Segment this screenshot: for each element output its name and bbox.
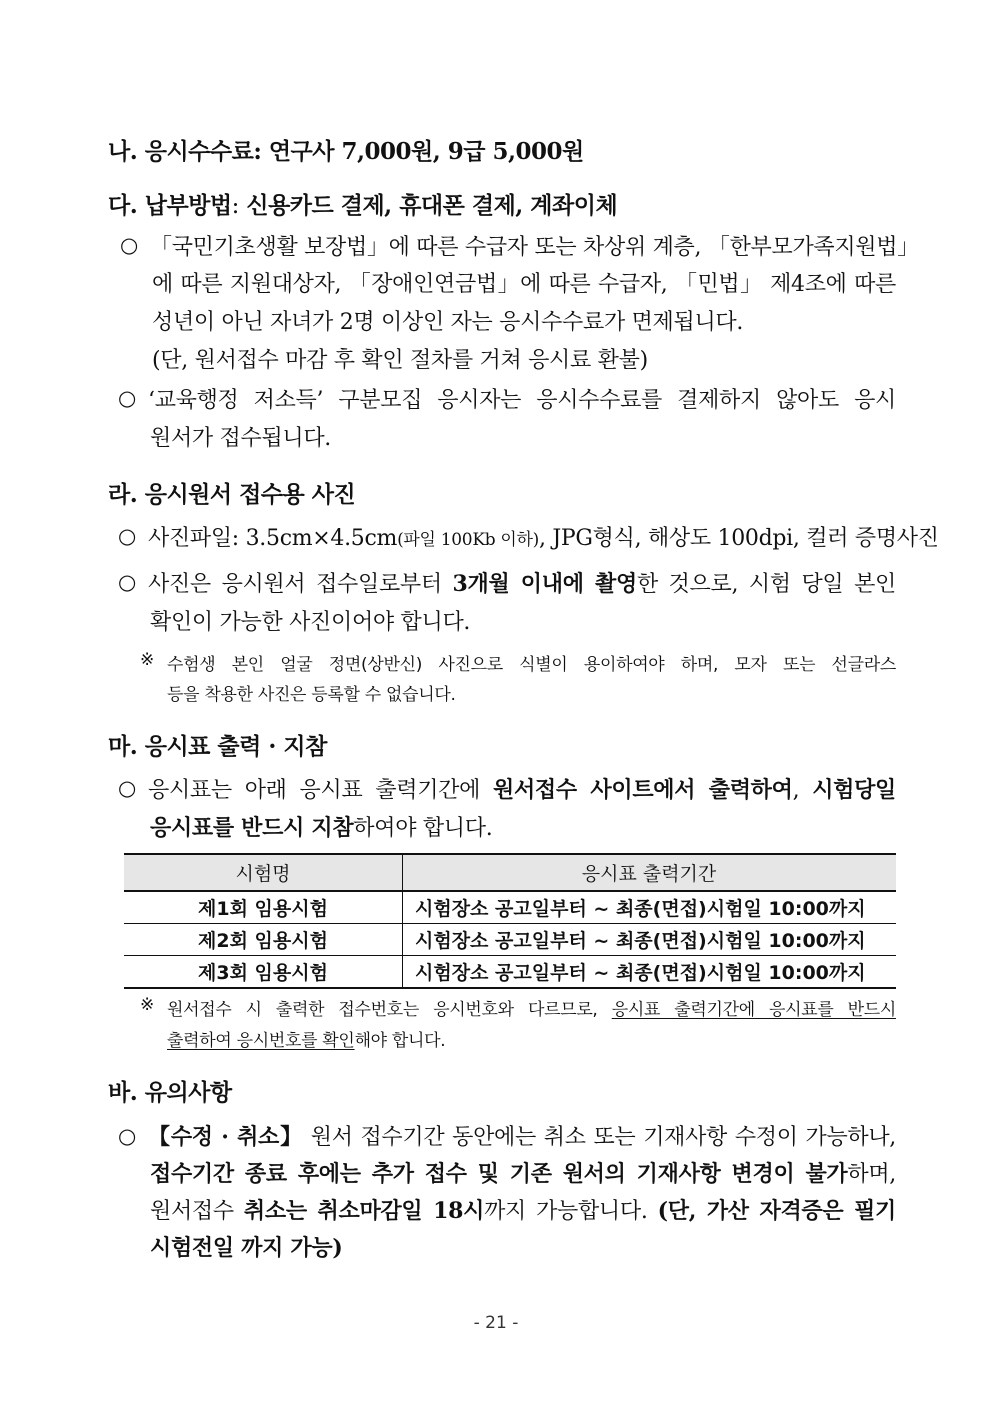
heading-text: 연구사 7,000원, 9급 5,000원 — [261, 138, 584, 165]
table-cell-exam: 제1회 임용시험 — [124, 891, 403, 924]
section-heading-admission-ticket — [108, 728, 327, 761]
photo-spec-b: , JPG형식, 해상도 100dpi, 컬러 증명사진 — [538, 526, 939, 551]
ticket-line-1 — [148, 773, 896, 804]
table-header-row — [124, 854, 896, 891]
table-row — [124, 891, 896, 924]
bullet-circle: ○ — [118, 776, 137, 800]
exemption-line-2: 에 따른 지원대상자, 「장애인연금법」에 따른 수급자, 「민법」 제4조에 따른 — [152, 272, 896, 297]
photo-date-b: 한 것으로, 시험 당일 본인 — [636, 572, 896, 597]
bullet-circle: ○ — [120, 233, 139, 257]
table-cell-period: 시험장소 공고일부터 ~ 최종(면접)시험일 10:00까지 — [403, 924, 897, 956]
precaution-line-1 — [148, 1120, 896, 1151]
section-heading-photo — [108, 476, 355, 509]
photo-spec-a: 사진파일: 3.5cm×4.5cm — [148, 526, 398, 551]
precaution-line-3 — [150, 1194, 896, 1225]
heading-colon: : — [231, 193, 239, 219]
table-header-exam: 시험명 — [124, 854, 403, 891]
ticket-note-rest: 해야 합니다. — [354, 1031, 446, 1051]
bullet-circle: ○ — [118, 570, 137, 594]
precaution-bold-4: 시험전일 까지 가능) — [150, 1235, 343, 1261]
ticket-bold-1: 원서접수 사이트에서 출력하여 — [493, 777, 793, 803]
table-cell-exam: 제3회 임용시험 — [124, 956, 403, 989]
precaution-rest-1: 원서 접수기간 동안에는 취소 또는 기재사항 수정이 가능하나, — [302, 1125, 896, 1150]
note-mark: ※ — [140, 995, 154, 1015]
section-heading-fee — [108, 133, 584, 166]
photo-date-line-1 — [148, 567, 896, 598]
bullet-circle: ○ — [118, 386, 137, 410]
bullet-circle: ○ — [118, 524, 137, 548]
ticket-b: , — [792, 778, 813, 803]
ticket-note-line-1 — [167, 995, 896, 1020]
table-row — [124, 956, 896, 989]
ticket-note-a: 원서접수 시 출력한 접수번호는 응시번호와 다르므로, — [167, 1000, 612, 1020]
photo-date-line-2: 확인이 가능한 사진이어야 합니다. — [150, 610, 471, 635]
precaution-rest-2: 하며, — [847, 1162, 896, 1187]
heading-label: 라. 응시원서 접수용 사진 — [108, 481, 356, 508]
table-cell-period: 시험장소 공고일부터 ~ 최종(면접)시험일 10:00까지 — [403, 891, 897, 924]
precaution-a-3: 원서접수 — [150, 1199, 244, 1224]
heading-text: 신용카드 결제, 휴대폰 결제, 계좌이체 — [238, 192, 618, 219]
precaution-bold-1: 【수정 · 취소】 — [148, 1124, 303, 1150]
ticket-note-line-2 — [167, 1026, 445, 1051]
photo-note-line-2: 등을 착용한 사진은 등록할 수 없습니다. — [167, 685, 456, 705]
photo-date-a: 사진은 응시원서 접수일로부터 — [148, 572, 453, 597]
ticket-line-2 — [150, 811, 492, 842]
ticket-note-underline-1: 응시표 출력기간에 응시표를 반드시 — [611, 1000, 896, 1020]
ticket-bold-2: 시험당일 — [812, 777, 896, 803]
heading-label: 다. 납부방법 — [108, 192, 232, 219]
photo-spec-small: (파일 100Kb 이하) — [397, 530, 539, 550]
section-heading-precautions — [108, 1074, 232, 1107]
table-row — [124, 924, 896, 956]
page-number: - 21 - — [473, 1313, 519, 1333]
table-cell-period: 시험장소 공고일부터 ~ 최종(면접)시험일 10:00까지 — [403, 956, 897, 989]
precaution-bold-2: 접수기간 종료 후에는 추가 접수 및 기존 원서의 기재사항 변경이 불가 — [150, 1161, 848, 1187]
note-mark: ※ — [140, 650, 154, 670]
ticket-note-underline-2: 출력하여 응시번호를 확인 — [167, 1031, 355, 1051]
table-header-period: 응시표 출력기간 — [403, 854, 897, 891]
precaution-bold-3: 취소는 취소마감일 18시 — [243, 1198, 485, 1224]
precaution-line-2 — [150, 1157, 896, 1188]
exemption-line-3: 성년이 아닌 자녀가 2명 이상인 자는 응시수수료가 면제됩니다. — [152, 310, 744, 335]
photo-note-line-1: 수험생 본인 얼굴 정면(상반신) 사진으로 식별이 용이하여야 하며, 모자 또는 선글라스 — [167, 655, 896, 675]
table-cell-exam: 제2회 임용시험 — [124, 924, 403, 956]
heading-label: 나. 응시수수료: — [108, 138, 262, 165]
precaution-bold-3b: (단, 가산 자격증은 필기 — [657, 1198, 896, 1224]
photo-spec-line — [148, 521, 939, 552]
heading-label: 마. 응시표 출력 · 지참 — [108, 733, 327, 760]
ticket-print-period-table — [124, 853, 896, 989]
exemption-line-1: 「국민기초생활 보장법」에 따른 수급자 또는 차상위 계층, 「한부모가족지원법」 — [150, 235, 919, 260]
ticket-a: 응시표는 아래 응시표 출력기간에 — [148, 778, 494, 803]
section-heading-payment — [108, 187, 617, 220]
photo-date-bold: 3개월 이내에 촬영 — [452, 571, 637, 597]
ticket-line-2-rest: 하여야 합니다. — [353, 816, 493, 841]
exemption-line-4: (단, 원서접수 마감 후 확인 절차를 거쳐 응시료 환불) — [152, 348, 648, 373]
low-income-line-1: ‘교육행정 저소득’ 구분모집 응시자는 응시수수료를 결제하지 않아도 응시 — [148, 388, 896, 413]
precaution-b-3: 까지 가능합니다. — [484, 1199, 658, 1224]
low-income-line-2: 원서가 접수됩니다. — [150, 426, 332, 451]
bullet-circle: ○ — [118, 1124, 137, 1148]
precaution-line-4 — [150, 1231, 342, 1262]
heading-label: 바. 유의사항 — [108, 1079, 232, 1106]
ticket-line-2-bold: 응시표를 반드시 지참 — [150, 815, 354, 841]
